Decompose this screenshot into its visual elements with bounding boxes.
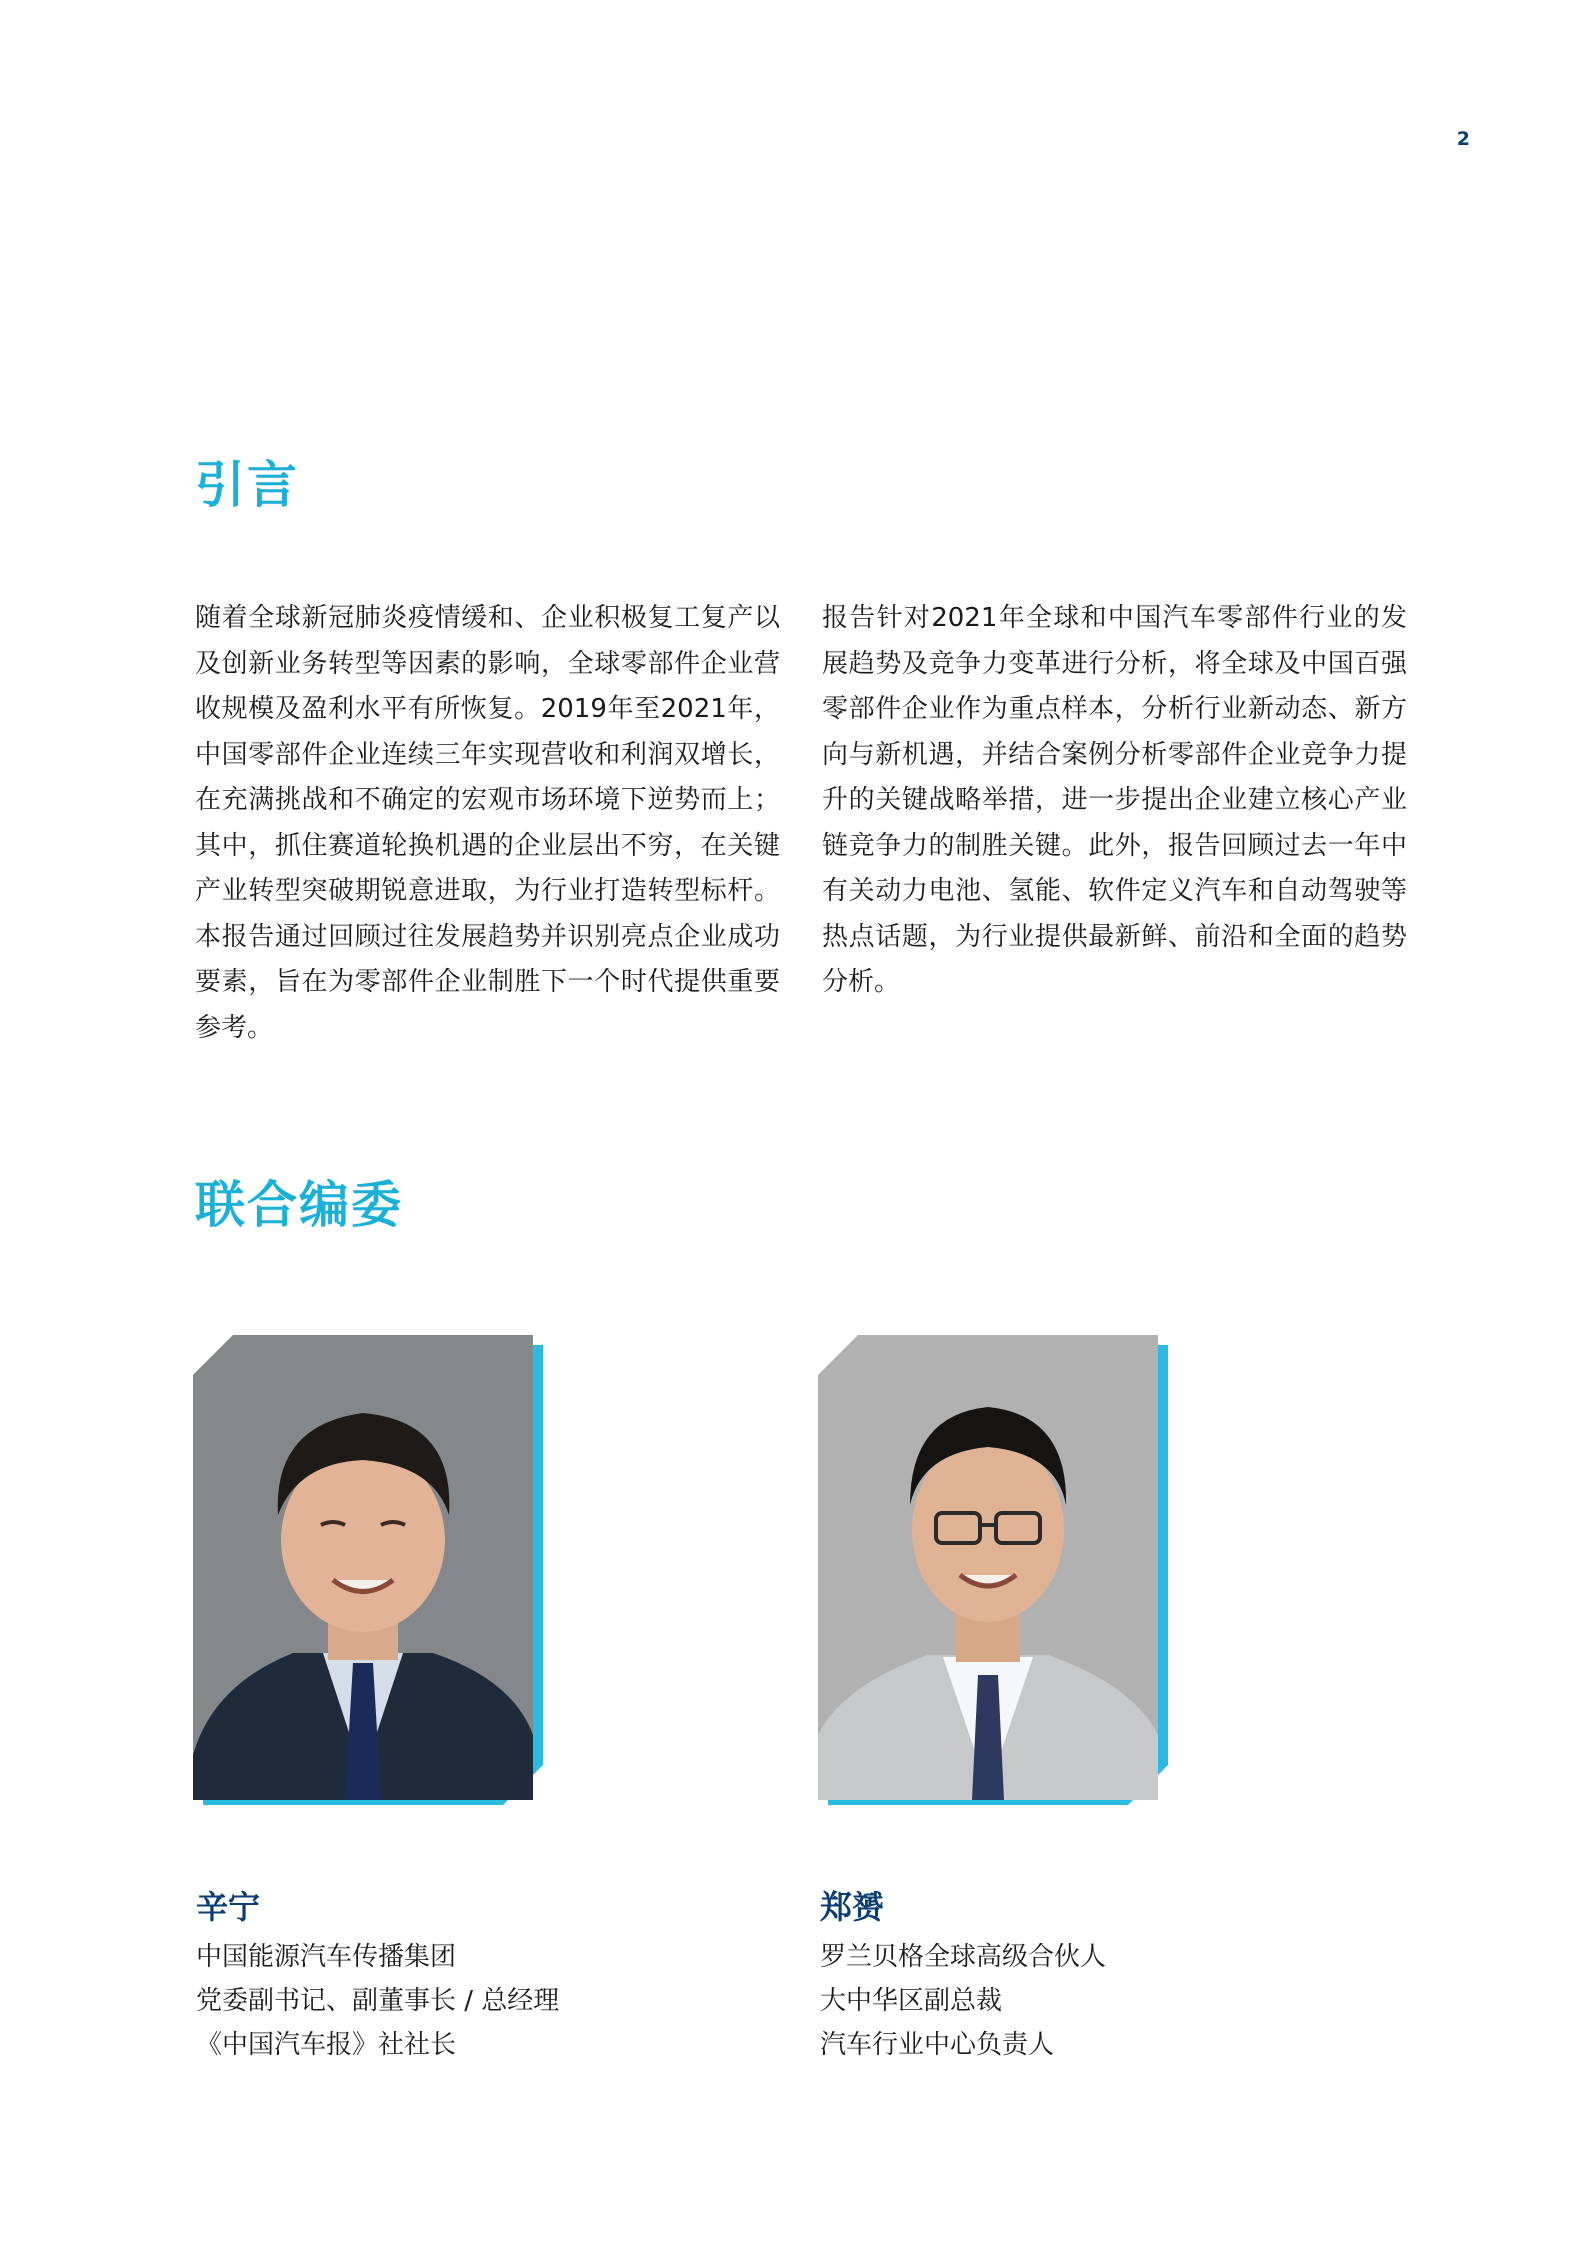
portrait-photo-xin-ning [193, 1335, 533, 1800]
board-member-2 [820, 1885, 1340, 2067]
member-role: 中国能源汽车传播集团 [196, 1942, 457, 1972]
member-role: 大中华区副总裁 [820, 1986, 1003, 2016]
member-photo-frame [193, 1335, 543, 1805]
intro-paragraph-left: 随着全球新冠肺炎疫情缓和、企业积极复工复产以及创新业务转型等因素的影响，全球零部件企业营收规模及盈利水平有所恢复。2019年至2021年，中国零部件企业连续三年实现营收和利润双增长，在充满挑战和不确定的宏观市场环境下逆势而上；其中，抓住赛道轮换机遇的企业层出不穷，在关键产业转型突破期锐意进取，为行业打造转型标杆。本报告通过回顾过往发展趋势并识别亮点企业成功要素，旨在为零部件企业制胜下一个时代提供重要参考。 [195, 603, 780, 1043]
member-role: 《中国汽车报》社社长 [196, 2030, 457, 2060]
member-name: 辛宁 [196, 1888, 261, 1926]
member-role: 汽车行业中心负责人 [820, 2030, 1055, 2060]
page-number: 2 [1456, 128, 1470, 150]
intro-paragraph-right: 报告针对2021年全球和中国汽车零部件行业的发展趋势及竞争力变革进行分析，将全球及中国百强零部件企业作为重点样本，分析行业新动态、新方向与新机遇，并结合案例分析零部件企业竞争力提升的关键战略举措，进一步提出企业建立核心产业链竞争力的制胜关键。此外，报告回顾过去一年中有关动力电池、氢能、软件定义汽车和自动驾驶等热点话题，为行业提供最新鲜、前沿和全面的趋势分析。 [822, 603, 1407, 997]
member-photo-frame [818, 1335, 1168, 1805]
board-member-1 [196, 1885, 716, 2067]
intro-title: 引言 [195, 456, 299, 514]
board-title: 联合编委 [195, 1176, 403, 1234]
member-name: 郑赟 [820, 1888, 885, 1926]
portrait-photo-zheng-yun [818, 1335, 1158, 1800]
member-role: 罗兰贝格全球高级合伙人 [820, 1942, 1107, 1972]
member-role: 党委副书记、副董事长 / 总经理 [196, 1986, 560, 2016]
